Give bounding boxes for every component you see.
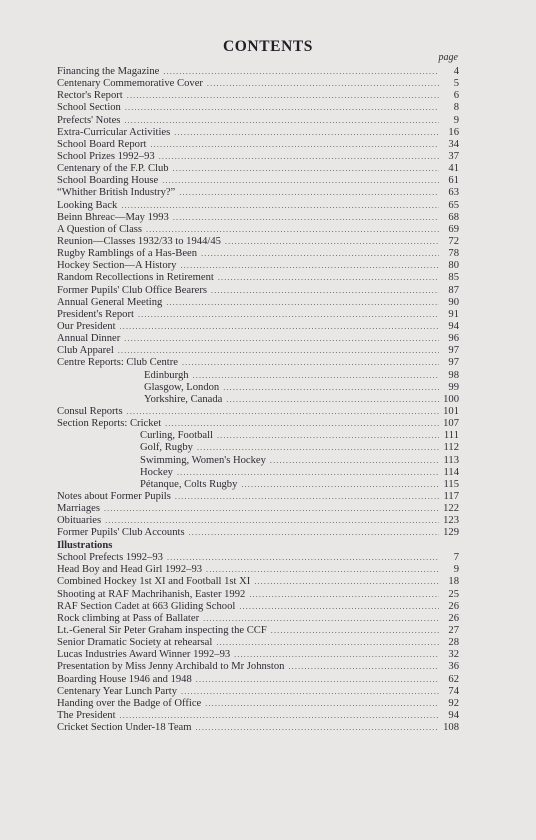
page-number: 99 [448, 381, 459, 393]
page-number: 16 [448, 126, 459, 138]
contents-entry [57, 187, 459, 199]
page-number: 122 [443, 503, 459, 515]
dot-leader [239, 601, 439, 613]
illustration-entry [57, 674, 459, 686]
page-number: 63 [448, 187, 459, 199]
illustration-entry [57, 710, 459, 722]
page-number: 28 [448, 637, 459, 649]
dot-leader [162, 175, 439, 187]
page-number: 100 [443, 393, 459, 405]
contents-entry [57, 430, 459, 442]
illustration-entry [57, 686, 459, 698]
page-number: 9 [453, 564, 459, 576]
page-number: 34 [448, 138, 459, 150]
dot-leader [189, 527, 439, 539]
dot-leader [124, 115, 439, 127]
page-number: 98 [448, 369, 459, 381]
contents-entry [57, 333, 459, 345]
dot-leader [288, 661, 439, 673]
page-number: 68 [448, 211, 459, 223]
entry-title: Hockey Section—A History [57, 260, 177, 272]
illustration-entry [57, 649, 459, 661]
dot-leader [118, 345, 439, 357]
entry-title: Shooting at RAF Machrihanish, Easter 1992 [57, 588, 246, 600]
illustration-entry [57, 589, 459, 601]
contents-entry [57, 479, 459, 491]
entry-title: Centenary Year Lunch Party [57, 685, 178, 697]
entry-title: Random Recollections in Retirement [57, 272, 214, 284]
contents-entry [57, 418, 459, 430]
entry-title: Lt.-General Sir Peter Graham inspecting the CCF [57, 624, 267, 636]
page-number: 6 [453, 90, 459, 102]
entry-title: Swimming, Women's Hockey [140, 454, 266, 466]
page-number: 94 [448, 320, 459, 332]
page-number: 69 [448, 223, 459, 235]
entry-title: Looking Back [57, 199, 118, 211]
dot-leader [217, 430, 439, 442]
page-number: 97 [448, 357, 459, 369]
contents-title: CONTENTS [222, 38, 314, 55]
entry-title: Presentation by Miss Jenny Archibald to Mr Johnston [57, 661, 285, 673]
entry-title: Extra-Curricular Activities [57, 126, 171, 138]
page-number: 80 [448, 260, 459, 272]
entry-title: Combined Hockey 1st XI and Football 1st XI [57, 576, 251, 588]
contents-entry [57, 321, 459, 333]
page-number: 18 [448, 576, 459, 588]
page-number: 112 [443, 442, 459, 454]
contents-entry [57, 248, 459, 260]
illustration-entry [57, 637, 459, 649]
illustration-entry [57, 552, 459, 564]
page-number: 101 [443, 405, 459, 417]
dot-leader [127, 90, 439, 102]
page-number: 107 [443, 418, 459, 430]
page-number: 113 [443, 454, 459, 466]
dot-leader [193, 370, 439, 382]
entry-title: Boarding House 1946 and 1948 [57, 673, 192, 685]
contents-entry [57, 455, 459, 467]
page-number: 108 [443, 722, 459, 734]
dot-leader [120, 321, 439, 333]
contents-entry [57, 200, 459, 212]
dot-leader [175, 491, 439, 503]
entry-title: Obituaries [57, 515, 102, 527]
dot-leader [124, 333, 439, 345]
entry-title: Rock climbing at Pass of Ballater [57, 612, 200, 624]
page-number: 8 [453, 102, 459, 114]
page-number: 111 [443, 430, 459, 442]
dot-leader [159, 151, 439, 163]
page-number: 129 [443, 527, 459, 539]
entry-title: RAF Section Cadet at 663 Gliding School [57, 600, 236, 612]
page-number: 123 [443, 515, 459, 527]
entry-title: Head Boy and Head Girl 1992–93 [57, 564, 203, 576]
entry-title: Handing over the Badge of Office [57, 697, 202, 709]
page-number: 114 [443, 466, 459, 478]
entry-title: Rector's Report [57, 90, 123, 102]
entry-title: Section Reports: Cricket [57, 418, 162, 430]
contents-entry [57, 515, 459, 527]
dot-leader [105, 515, 439, 527]
entry-title: Centre Reports: Club Centre [57, 357, 178, 369]
dot-leader [165, 418, 439, 430]
page-number: 25 [448, 588, 459, 600]
entry-title: “Whither British Industry?” [57, 187, 176, 199]
illustration-entry [57, 722, 459, 734]
illustrations-list [57, 552, 459, 734]
entry-title: School Section [57, 102, 121, 114]
contents-entry [57, 127, 459, 139]
illustration-entry [57, 601, 459, 613]
dot-leader [121, 200, 439, 212]
entry-title: Hockey [140, 466, 173, 478]
dot-leader [254, 576, 439, 588]
dot-leader [225, 236, 439, 248]
entry-title: Senior Dramatic Society at rehearsal [57, 637, 213, 649]
dot-leader [271, 625, 439, 637]
illustration-entry [57, 613, 459, 625]
page-number: 32 [448, 649, 459, 661]
entry-title: Notes about Former Pupils [57, 490, 171, 502]
dot-leader [104, 503, 439, 515]
contents-entry [57, 139, 459, 151]
entry-title: Former Pupils' Club Accounts [57, 527, 185, 539]
entry-title: School Board Report [57, 138, 147, 150]
entry-title: Annual Dinner [57, 333, 121, 345]
dot-leader [234, 649, 439, 661]
page-number: 78 [448, 248, 459, 260]
page-number: 94 [448, 709, 459, 721]
contents-entry [57, 212, 459, 224]
entry-title: School Boarding House [57, 175, 159, 187]
dot-leader [174, 127, 439, 139]
dot-leader [166, 297, 439, 309]
page-column-label: page [438, 52, 458, 63]
contents-entry [57, 285, 459, 297]
contents-entry [57, 370, 459, 382]
entry-title: Pétanque, Colts Rugby [140, 478, 238, 490]
contents-entry [57, 102, 459, 114]
dot-leader [181, 686, 439, 698]
page-number: 74 [448, 685, 459, 697]
page-number: 7 [453, 552, 459, 564]
entry-title: Reunion—Classes 1932/33 to 1944/45 [57, 235, 221, 247]
entry-title: A Question of Class [57, 223, 143, 235]
table-of-contents [57, 66, 459, 734]
dot-leader [179, 187, 439, 199]
dot-leader [163, 66, 439, 78]
page-number: 9 [453, 114, 459, 126]
page-number: 37 [448, 150, 459, 162]
contents-entry [57, 503, 459, 515]
entry-title: Glasgow, London [144, 381, 220, 393]
entry-title: President's Report [57, 308, 134, 320]
entry-title: School Prizes 1992–93 [57, 150, 155, 162]
dot-leader [211, 285, 439, 297]
dot-leader [120, 710, 439, 722]
dot-leader [146, 224, 439, 236]
entry-title: Rugby Ramblings of a Has-Been [57, 248, 198, 260]
page-number: 36 [448, 661, 459, 673]
dot-leader [182, 357, 439, 369]
dot-leader [216, 637, 439, 649]
contents-entry [57, 297, 459, 309]
dot-leader [218, 272, 439, 284]
dot-leader [203, 613, 439, 625]
dot-leader [207, 78, 439, 90]
entry-title: Centenary Commemorative Cover [57, 78, 203, 90]
contents-entry [57, 527, 459, 539]
dot-leader [205, 698, 439, 710]
contents-entry [57, 309, 459, 321]
page-number: 117 [443, 490, 459, 502]
page-number: 26 [448, 600, 459, 612]
entry-title: Former Pupils' Club Office Bearers [57, 284, 207, 296]
page-number: 92 [448, 697, 459, 709]
contents-entry [57, 394, 459, 406]
page-number: 72 [448, 235, 459, 247]
entry-title: Marriages [57, 503, 100, 515]
contents-entry [57, 272, 459, 284]
contents-entry [57, 236, 459, 248]
dot-leader [138, 309, 439, 321]
contents-list [57, 66, 459, 539]
illustration-entry [57, 661, 459, 673]
contents-entry [57, 357, 459, 369]
illustration-entry [57, 564, 459, 576]
page-number: 90 [448, 296, 459, 308]
contents-entry [57, 467, 459, 479]
page-number: 97 [448, 345, 459, 357]
contents-entry [57, 260, 459, 272]
contents-entry [57, 224, 459, 236]
contents-entry [57, 115, 459, 127]
page-number: 5 [453, 78, 459, 90]
contents-entry [57, 175, 459, 187]
contents-entry [57, 90, 459, 102]
contents-entry [57, 491, 459, 503]
dot-leader [223, 382, 439, 394]
page-number: 41 [448, 163, 459, 175]
entry-title: Consul Reports [57, 405, 123, 417]
dot-leader [196, 674, 439, 686]
entry-title: Curling, Football [140, 430, 213, 442]
dot-leader [173, 212, 439, 224]
dot-leader [201, 248, 439, 260]
page-number: 65 [448, 199, 459, 211]
page-number: 115 [443, 478, 459, 490]
dot-leader [206, 564, 439, 576]
entry-title: Cricket Section Under-18 Team [57, 722, 192, 734]
illustration-entry [57, 698, 459, 710]
page-number: 85 [448, 272, 459, 284]
dot-leader [150, 139, 439, 151]
entry-title: Centenary of the F.P. Club [57, 163, 169, 175]
entry-title: School Prefects 1992–93 [57, 552, 163, 564]
illustration-entry [57, 576, 459, 588]
entry-title: Yorkshire, Canada [144, 393, 223, 405]
dot-leader [167, 552, 439, 564]
dot-leader [249, 589, 439, 601]
entry-title: Edinburgh [144, 369, 189, 381]
page-number: 87 [448, 284, 459, 296]
dot-leader [127, 406, 439, 418]
entry-title: Financing the Magazine [57, 66, 160, 77]
contents-entry [57, 406, 459, 418]
contents-entry [57, 163, 459, 175]
entry-title: Our President [57, 320, 116, 332]
entry-title: The President [57, 709, 116, 721]
entry-title: Golf, Rugby [140, 442, 193, 454]
illustration-entry [57, 625, 459, 637]
illustrations-heading: Illustrations [57, 539, 113, 551]
dot-leader [125, 102, 439, 114]
entry-title: Prefects' Notes [57, 114, 121, 126]
contents-entry [57, 345, 459, 357]
dot-leader [180, 260, 439, 272]
dot-leader [173, 163, 439, 175]
page-number: 27 [448, 624, 459, 636]
entry-title: Lucas Industries Award Winner 1992–93 [57, 649, 231, 661]
contents-entry [57, 151, 459, 163]
entry-title: Club Apparel [57, 345, 114, 357]
entry-title: Beinn Bhreac—May 1993 [57, 211, 169, 223]
dot-leader [177, 467, 439, 479]
contents-entry [57, 442, 459, 454]
page-number: 96 [448, 333, 459, 345]
page-number: 91 [448, 308, 459, 320]
contents-entry [57, 382, 459, 394]
dot-leader [241, 479, 439, 491]
dot-leader [195, 722, 439, 734]
contents-entry [57, 66, 459, 78]
entry-title: Annual General Meeting [57, 296, 163, 308]
dot-leader [270, 455, 439, 467]
dot-leader [197, 442, 439, 454]
page-number: 4 [453, 66, 459, 77]
page-number: 62 [448, 673, 459, 685]
dot-leader [226, 394, 439, 406]
page-number: 61 [448, 175, 459, 187]
contents-entry [57, 78, 459, 90]
page-number: 26 [448, 612, 459, 624]
